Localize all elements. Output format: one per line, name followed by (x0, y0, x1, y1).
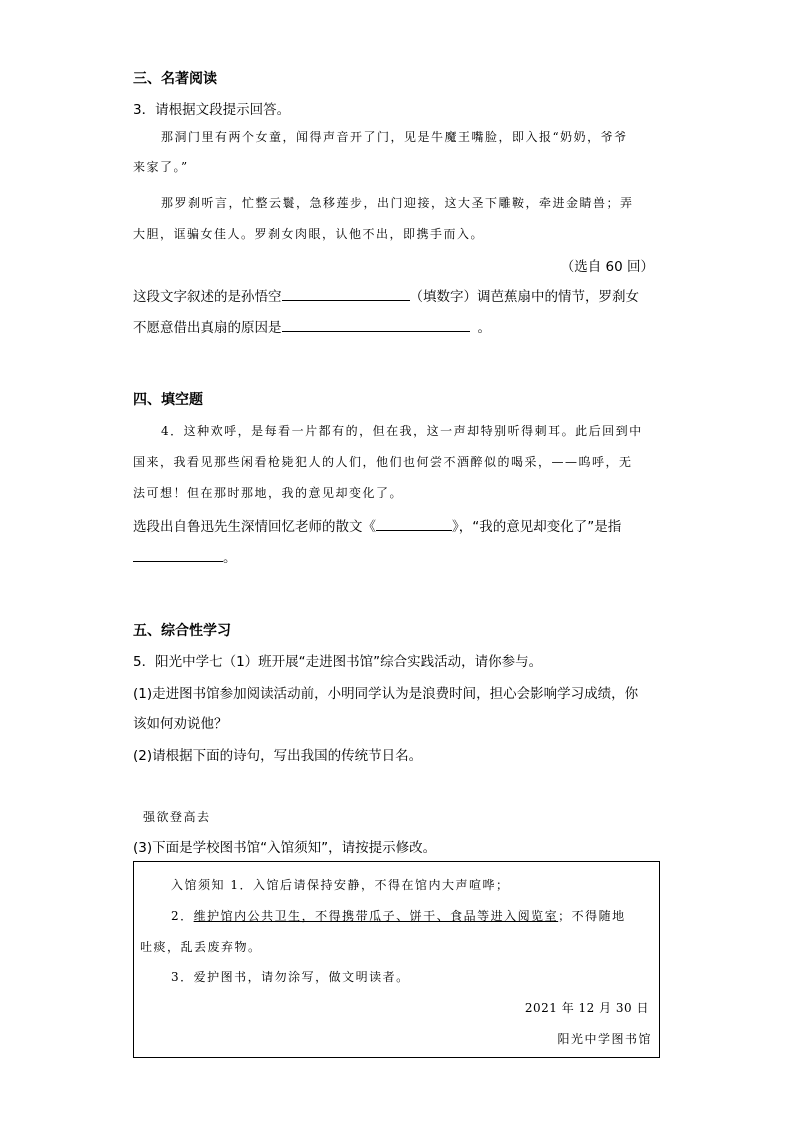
passage-3-line2: 来家了。” (133, 160, 189, 174)
question-5: 5．阳光中学七（1）班开展“走进图书馆”综合实践活动，请你参与。 (133, 654, 543, 670)
answer-blank-essay[interactable] (376, 516, 452, 531)
section5-heading: 五、综合性学习 (133, 623, 231, 639)
notice-underlined-sentence: 维护馆内公共卫生，不得携带瓜子、饼干、食品等进入阅览室 (193, 909, 559, 923)
notice-line1: 入馆须知 1．入馆后请保持安静，不得在馆内大声喧哗； (171, 878, 510, 892)
question-5-sub1-line1: (1)走进图书馆参加阅读活动前，小明同学认为是浪费时间，担心会影响学习成绩，你 (133, 686, 639, 702)
notice-line2-rest: ；不得随地 (558, 909, 626, 923)
question-3-text-d: 。 (477, 320, 491, 336)
question-3-text-b: （填数字）调芭蕉扇中的情节，罗刹女 (409, 289, 639, 305)
question-3-line2 (133, 316, 491, 336)
answer-blank-meaning[interactable] (133, 547, 223, 562)
question-3-text-c: 不愿意借出真扇的原因是 (133, 320, 282, 336)
question-4-line1 (133, 515, 621, 535)
passage-4-line2: 国来，我看见那些闲看枪毙犯人的人们，他们也何尝不酒醉似的喝采，——呜呼，无 (133, 455, 633, 469)
passage-4-line1: 4．这种欢呼，是每看一片都有的，但在我，这一声却特别听得刺耳。此后回到中 (161, 424, 643, 438)
answer-blank-chapter[interactable] (282, 286, 410, 301)
section4-heading: 四、填空题 (133, 392, 203, 408)
passage-3-line3: 那罗刹听言，忙整云鬟，急移莲步，出门迎接，这大圣下雕鞍，牵进金睛兽；弄 (161, 196, 634, 210)
question-5-sub3: (3)下面是学校图书馆“入馆须知”，请按提示修改。 (133, 840, 437, 856)
question-3: 3．请根据文段提示回答。 (133, 102, 291, 118)
question-3-line1 (133, 285, 639, 305)
passage-3-line1: 那洞门里有两个女童，闻得声音开了门，见是牛魔王嘴脸，即入报“奶奶，爷爷 (161, 130, 628, 144)
question-4-text-c: 。 (223, 550, 237, 566)
passage-3-line4: 大胆，诓骗女佳人。罗刹女肉眼，认他不出，即携手而入。 (133, 227, 485, 241)
question-5-sub1-line2: 该如何劝说他？ (133, 716, 228, 732)
poem-line: 强欲登高去 (143, 810, 211, 824)
notice-line2-num: 2． (171, 909, 194, 923)
answer-blank-reason[interactable] (282, 317, 470, 332)
notice-signature: 阳光中学图书馆 (557, 1032, 652, 1046)
passage-3-source: （选自 60 回） (560, 259, 654, 275)
question-4-line2 (133, 546, 237, 566)
question-4-text-a: 选段出自鲁迅先生深情回忆老师的散文《 (133, 519, 376, 535)
notice-line3: 吐痰，乱丢废弃物。 (140, 940, 262, 954)
question-3-text-a: 这段文字叙述的是孙悟空 (133, 289, 282, 305)
notice-date: 2021 年 12 月 30 日 (524, 1001, 649, 1015)
question-4-text-b: 》，“我的意见却变化了”是指 (452, 519, 622, 535)
notice-line4: 3．爱护图书，请勿涂写，做文明读者。 (171, 970, 410, 984)
notice-line2 (171, 907, 626, 924)
passage-4-line3: 法可想！但在那时那地，我的意见却变化了。 (133, 486, 404, 500)
question-5-sub2: (2)请根据下面的诗句，写出我国的传统节日名。 (133, 748, 423, 764)
section3-heading: 三、名著阅读 (133, 71, 217, 87)
